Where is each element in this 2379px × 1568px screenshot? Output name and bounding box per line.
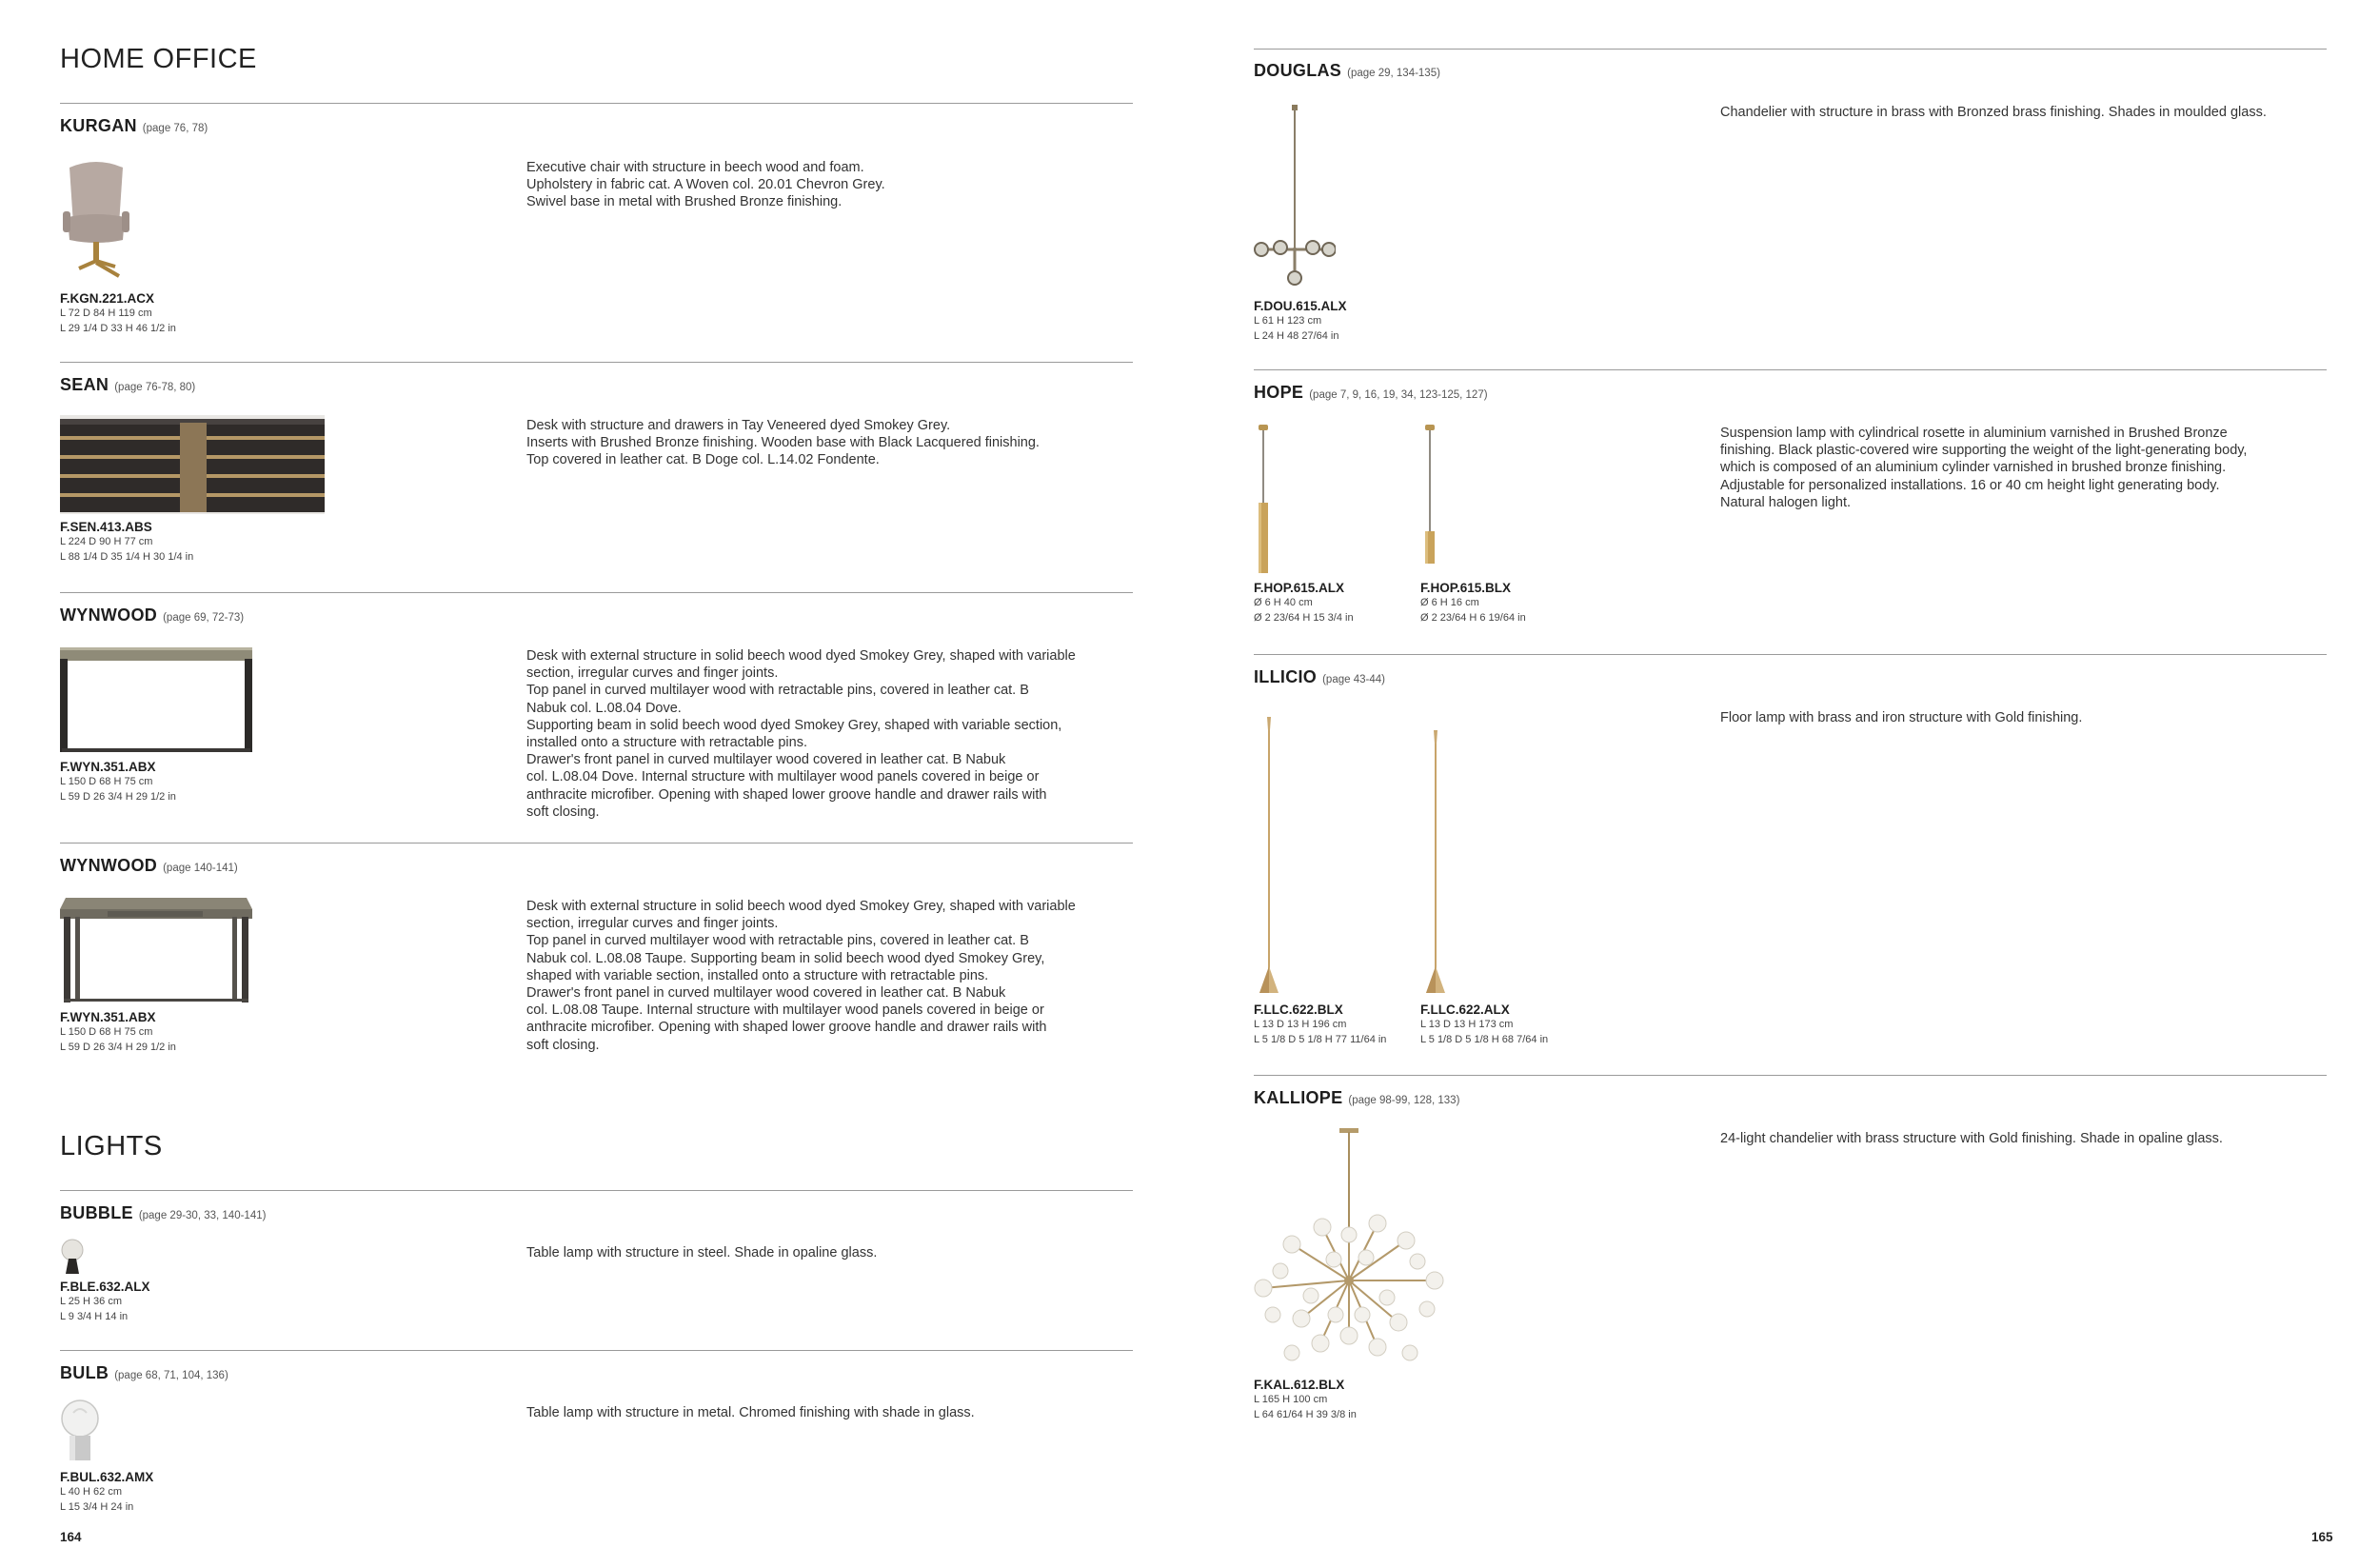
- variant: [60, 1280, 150, 1324]
- product-page-refs: (page 76, 78): [142, 123, 208, 134]
- product-name: SEAN: [60, 375, 109, 394]
- product-description: Table lamp with structure in steel. Shade in opaline glass.: [526, 1245, 878, 1260]
- short-pendant-icon: [1420, 425, 1439, 567]
- product-description: Desk with external structure in solid beech wood dyed Smokey Grey, shaped with variable section, irregular curves and finger joints. Top panel in curved multilayer wood with retractable pins, covered in leather cat. B Nabuk col. L.08.08 Taupe. Supporting beam in solid beech wood dyed Smokey Grey, shaped with variable section, installed onto a structure with retractable pins. Drawer's front panel in curved multilayer wood covered in leather cat. B Nabuk col. L.08.08 Taupe. Internal structure with multilayer wood panels covered in beige or anthracite microfiber. Opening with shaped lower groove handle and drawer rails with soft closing.: [526, 899, 1076, 1053]
- dimensions-in: L 24 H 48 27/64 in: [1254, 330, 1339, 342]
- product-kurgan: [60, 116, 1133, 345]
- dimensions-cm: L 25 H 36 cm: [60, 1296, 123, 1307]
- divider: [60, 843, 1133, 844]
- divider: [60, 362, 1133, 363]
- dimensions-in: L 15 3/4 H 24 in: [60, 1501, 134, 1513]
- product-description: Suspension lamp with cylindrical rosette in aluminium varnished in Brushed Bronze finishing. Black plastic-covered wire supporting the weight of the light-generating body, which is composed of an aluminium cylinder varnished in brushed bronze finishing. Adjustable for personalized installations. 16 or 40 cm height light generating body. Natural halogen light.: [1720, 426, 2248, 510]
- variant-code: F.WYN.351.ABX: [60, 760, 156, 774]
- variant-code: F.KAL.612.BLX: [1254, 1378, 1345, 1392]
- tall-floor-lamp-icon: [1258, 717, 1280, 995]
- variant: [60, 760, 176, 804]
- divider: [60, 1350, 1133, 1351]
- product-header: [60, 1363, 228, 1383]
- product-page-refs: (page 29-30, 33, 140-141): [138, 1210, 267, 1221]
- variant: [1420, 1002, 1548, 1047]
- product-header: [1254, 667, 1385, 687]
- product-page-refs: (page 140-141): [163, 863, 238, 874]
- pendant-chandelier-icon: [1254, 105, 1336, 293]
- dimensions-in: L 88 1/4 D 35 1/4 H 30 1/4 in: [60, 551, 194, 563]
- variant-code: F.SEN.413.ABS: [60, 520, 152, 534]
- product-header: [60, 1203, 266, 1223]
- globe-table-lamp-icon: [60, 1238, 85, 1276]
- product-description: Chandelier with structure in brass with Bronzed brass finishing. Shades in moulded glass.: [1720, 105, 2267, 120]
- floor-lamp-icon: [1424, 730, 1447, 995]
- product-name: DOUGLAS: [1254, 61, 1342, 80]
- variant-code: F.HOP.615.ALX: [1254, 581, 1345, 595]
- product-header: [60, 116, 208, 136]
- dimensions-cm: L 13 D 13 H 173 cm: [1420, 1019, 1514, 1030]
- console-desk-icon: [60, 647, 252, 756]
- dimensions-cm: L 165 H 100 cm: [1254, 1394, 1328, 1405]
- dimensions-cm: L 150 D 68 H 75 cm: [60, 776, 153, 787]
- dimensions-cm: Ø 6 H 40 cm: [1254, 597, 1313, 608]
- product-description: Executive chair with structure in beech wood and foam. Upholstery in fabric cat. A Woven col. 20.01 Chevron Grey. Swivel base in metal with Brushed Bronze finishing.: [526, 160, 885, 210]
- product-bulb: [60, 1363, 1133, 1516]
- product-header: [60, 375, 195, 395]
- dimensions-in: L 29 1/4 D 33 H 46 1/2 in: [60, 323, 176, 334]
- product-kalliope: [1254, 1088, 2327, 1450]
- variant-code: F.HOP.615.BLX: [1420, 581, 1512, 595]
- product-page-refs: (page 76-78, 80): [114, 382, 196, 393]
- variant: [1254, 1378, 1357, 1422]
- dimensions-in: L 59 D 26 3/4 H 29 1/2 in: [60, 1042, 176, 1053]
- divider: [1254, 49, 2327, 50]
- divider: [60, 592, 1133, 593]
- product-name: ILLICIO: [1254, 667, 1318, 686]
- dimensions-cm: L 61 H 123 cm: [1254, 315, 1322, 327]
- dimensions-cm: L 40 H 62 cm: [60, 1486, 123, 1498]
- product-douglas: [1254, 61, 2327, 356]
- product-header: [60, 605, 244, 625]
- variant-code: F.LLC.622.ALX: [1420, 1002, 1510, 1017]
- product-description: Floor lamp with brass and iron structure with Gold finishing.: [1720, 710, 2083, 725]
- product-description: Desk with external structure in solid beech wood dyed Smokey Grey, shaped with variable section, irregular curves and finger joints. Top panel in curved multilayer wood with retractable pins, covered in leather cat. B Nabuk col. L.08.04 Dove. Supporting beam in solid beech wood dyed Smokey Grey, shaped with variable section, installed onto a structure with retractable pins. Drawer's front panel in curved multilayer wood covered in leather cat. B Nabuk col. L.08.04 Dove. Internal structure with multilayer wood panels covered in beige or anthracite microfiber. Opening with shaped lower groove handle and drawer rails with soft closing.: [526, 648, 1076, 820]
- product-header: [1254, 61, 1440, 81]
- dimensions-cm: L 150 D 68 H 75 cm: [60, 1026, 153, 1038]
- variant: [1254, 581, 1354, 625]
- variant-code: F.KGN.221.ACX: [60, 291, 155, 306]
- variant-code: F.WYN.351.ABX: [60, 1010, 156, 1024]
- page-number: 165: [2311, 1530, 2333, 1544]
- product-page-refs: (page 29, 134-135): [1347, 68, 1440, 79]
- right-page: [1190, 0, 2379, 1568]
- executive-chair-icon: [60, 158, 132, 278]
- product-name: HOPE: [1254, 383, 1304, 402]
- page-number: 164: [60, 1530, 82, 1544]
- product-page-refs: (page 68, 71, 104, 136): [114, 1370, 228, 1381]
- dimensions-in: L 5 1/8 D 5 1/8 H 77 11/64 in: [1254, 1034, 1387, 1045]
- product-header: [1254, 383, 1488, 403]
- product-name: KURGAN: [60, 116, 137, 135]
- product-page-refs: (page 98-99, 128, 133): [1348, 1095, 1460, 1106]
- dimensions-in: L 64 61/64 H 39 3/8 in: [1254, 1409, 1357, 1420]
- product-wynwood: [60, 856, 1133, 1084]
- dimensions-in: L 9 3/4 H 14 in: [60, 1311, 129, 1322]
- variant-code: F.LLC.622.BLX: [1254, 1002, 1343, 1017]
- variant: [60, 1470, 153, 1515]
- bulb-table-lamp-icon: [60, 1398, 100, 1462]
- variant: [60, 291, 176, 336]
- product-illicio: [1254, 667, 2327, 1067]
- dimensions-in: Ø 2 23/64 H 15 3/4 in: [1254, 612, 1354, 624]
- product-page-refs: (page 7, 9, 16, 19, 34, 123-125, 127): [1309, 389, 1488, 401]
- product-wynwood: [60, 605, 1133, 834]
- product-name: BULB: [60, 1363, 109, 1382]
- product-name: WYNWOOD: [60, 856, 158, 875]
- sputnik-chandelier-icon: [1254, 1128, 1444, 1366]
- divider: [1254, 654, 2327, 655]
- product-description: 24-light chandelier with brass structure with Gold finishing. Shade in opaline glass.: [1720, 1131, 2223, 1146]
- divider: [1254, 369, 2327, 370]
- divider: [60, 1190, 1133, 1191]
- section-title-lights: LIGHTS: [60, 1131, 163, 1161]
- product-name: KALLIOPE: [1254, 1088, 1343, 1107]
- variant: [60, 520, 193, 565]
- writing-desk-icon: [60, 898, 252, 1004]
- long-pendant-icon: [1254, 425, 1273, 575]
- product-header: [60, 856, 238, 876]
- dimensions-cm: L 13 D 13 H 196 cm: [1254, 1019, 1347, 1030]
- section-title-home-office: HOME OFFICE: [60, 44, 257, 74]
- dimensions-cm: Ø 6 H 16 cm: [1420, 597, 1479, 608]
- dimensions-cm: L 224 D 90 H 77 cm: [60, 536, 153, 547]
- divider: [1254, 1075, 2327, 1076]
- product-page-refs: (page 43-44): [1322, 674, 1385, 685]
- variant-code: F.BUL.632.AMX: [60, 1470, 154, 1484]
- variant-code: F.DOU.615.ALX: [1254, 299, 1347, 313]
- product-name: BUBBLE: [60, 1203, 133, 1222]
- product-header: [1254, 1088, 1459, 1108]
- product-name: WYNWOOD: [60, 605, 158, 625]
- variant-code: F.BLE.632.ALX: [60, 1280, 150, 1294]
- dimensions-in: L 59 D 26 3/4 H 29 1/2 in: [60, 791, 176, 803]
- dimensions-cm: L 72 D 84 H 119 cm: [60, 308, 152, 319]
- divider: [60, 103, 1133, 104]
- variant: [1254, 1002, 1386, 1047]
- product-hope: [1254, 383, 2327, 640]
- dimensions-in: L 5 1/8 D 5 1/8 H 68 7/64 in: [1420, 1034, 1549, 1045]
- product-description: Table lamp with structure in metal. Chromed finishing with shade in glass.: [526, 1405, 975, 1420]
- dimensions-in: Ø 2 23/64 H 6 19/64 in: [1420, 612, 1526, 624]
- variant: [60, 1010, 176, 1055]
- product-sean: [60, 375, 1133, 575]
- variant: [1254, 299, 1347, 344]
- variant: [1420, 581, 1526, 625]
- drawer-desk-icon: [60, 415, 325, 514]
- product-description: Desk with structure and drawers in Tay Veneered dyed Smokey Grey. Inserts with Brushed Bronze finishing. Wooden base with Black Lacquered finishing. Top covered in leather cat. B Doge col. L.14.02 Fondente.: [526, 418, 1040, 468]
- product-bubble: [60, 1203, 1133, 1337]
- product-page-refs: (page 69, 72-73): [163, 612, 245, 624]
